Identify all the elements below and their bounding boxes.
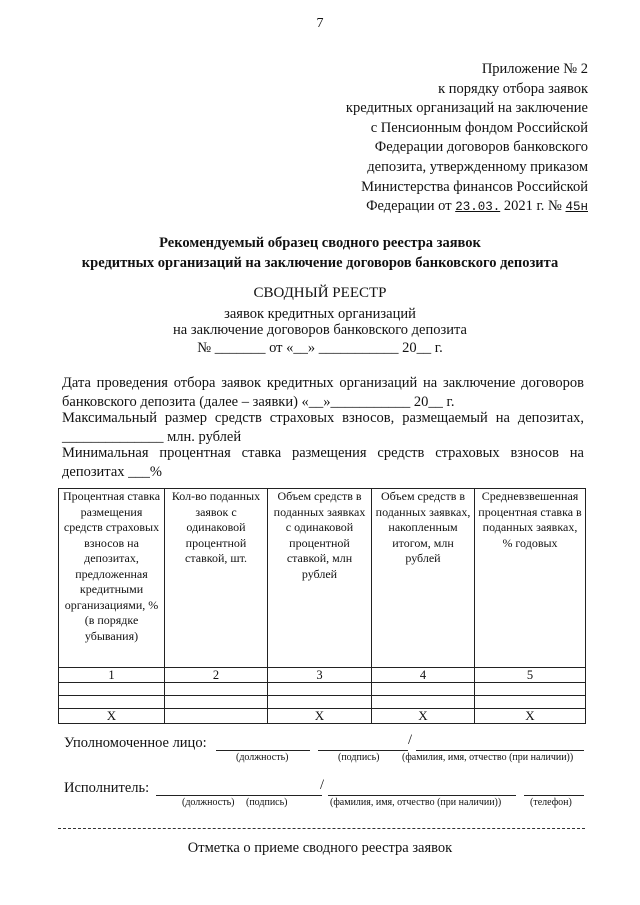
field-text: банковского депозита (далее – заявки) «__»___________ 20__ г. <box>62 394 455 410</box>
annex-line: депозита, утвержденному приказом <box>367 158 588 175</box>
table-row <box>59 668 586 683</box>
column-header: Средневзвешенная процентная ставка в поданных заявках, % годовых <box>475 489 586 668</box>
authorized-person-label: Уполномоченное лицо: <box>64 735 207 751</box>
field-text: Минимальная процентная ставка размещения средств страховых взносов на <box>62 445 584 461</box>
column-header: Объем средств в поданных заявках с одинаковой процентной ставкой, млн рублей <box>268 489 372 668</box>
table-cell: X <box>372 709 475 724</box>
table-header-row <box>59 489 586 668</box>
column-number: 1 <box>59 668 165 683</box>
caption-position: (должность) <box>236 752 289 763</box>
column-header: Кол-во поданных заявок с одинаковой процентной ставкой, шт. <box>165 489 268 668</box>
caption-full-name: (фамилия, имя, отчество (при наличии)) <box>330 797 502 808</box>
table-cell <box>372 683 475 696</box>
caption-signature: (подпись) <box>338 752 380 763</box>
table-cell <box>59 696 165 709</box>
caption-signature: (подпись) <box>246 797 288 808</box>
table-row <box>59 709 586 724</box>
register-subtitle: на заключение договоров банковского депозита <box>173 322 467 338</box>
column-number: 5 <box>475 668 586 683</box>
table-cell <box>475 696 586 709</box>
register-subtitle: заявок кредитных организаций <box>224 306 416 322</box>
table-row <box>59 696 586 709</box>
max-amount-field <box>62 409 584 447</box>
annex-line: с Пенсионным фондом Российской <box>370 119 588 136</box>
order-date: 23.03. <box>455 200 501 215</box>
column-header: Процентная ставка размещения средств страховых взносов на депозитах, предложенная кредитными организациями, % (в порядке убывания) <box>59 489 165 668</box>
dashed-divider <box>58 828 585 829</box>
table-cell <box>268 683 372 696</box>
order-number: 45н <box>565 200 588 215</box>
table-cell <box>165 696 268 709</box>
annex-line: Министерства финансов Российской <box>361 178 588 195</box>
table-row <box>59 683 586 696</box>
position-line <box>216 750 310 751</box>
column-number: 2 <box>165 668 268 683</box>
table-cell <box>59 683 165 696</box>
caption-position: (должность) <box>182 797 235 808</box>
annex-line: кредитных организаций на заключение <box>345 100 588 117</box>
table-cell <box>165 683 268 696</box>
receipt-note: Отметка о приеме сводного реестра заявок <box>187 840 453 856</box>
order-year: 2021 г. № <box>503 198 562 215</box>
slash-separator: / <box>408 732 413 748</box>
selection-date-field <box>62 374 584 412</box>
register-title: СВОДНЫЙ РЕЕСТР <box>253 285 387 301</box>
caption-full-name: (фамилия, имя, отчество (при наличии)) <box>402 752 574 763</box>
table-cell <box>372 696 475 709</box>
column-number: 4 <box>372 668 475 683</box>
annex-order-prefix: Федерации от <box>366 198 452 215</box>
full-name-line <box>416 750 584 751</box>
executor-label: Исполнитель: <box>64 780 150 796</box>
table-cell: X <box>475 709 586 724</box>
table-cell: X <box>268 709 372 724</box>
register-table <box>58 488 586 724</box>
field-text: ______________ млн. рублей <box>62 429 242 445</box>
annex-line: к порядку отбора заявок <box>438 80 588 97</box>
signature-line <box>318 750 408 751</box>
min-rate-field <box>62 444 584 482</box>
annex-line: Приложение № 2 <box>481 61 588 77</box>
heading-line: Рекомендуемый образец сводного реестра заявок <box>159 235 481 251</box>
page-number: 7 <box>316 16 324 31</box>
table-cell <box>268 696 372 709</box>
field-text: Максимальный размер средств страховых взносов, размещаемый на депозитах, <box>62 410 584 426</box>
slash-separator: / <box>320 777 325 793</box>
document-heading <box>0 233 640 273</box>
register-number-line: № _______ от «__» ___________ 20__ г. <box>197 340 443 356</box>
table-cell <box>475 683 586 696</box>
column-number: 3 <box>268 668 372 683</box>
caption-phone: (телефон) <box>530 797 572 808</box>
annex-line-order <box>346 197 588 218</box>
annex-line: Федерации договоров банковского <box>374 139 588 156</box>
column-header: Объем средств в поданных заявках, накопленным итогом, млн рублей <box>372 489 475 668</box>
phone-line <box>524 795 584 796</box>
table-cell <box>165 709 268 724</box>
heading-line: кредитных организаций на заключение договоров банковского депозита <box>81 255 559 271</box>
annex-block <box>346 60 588 218</box>
field-text: Дата проведения отбора заявок кредитных организаций на заключение договоров <box>62 375 584 391</box>
position-signature-line <box>156 795 322 796</box>
field-text: депозитах ___% <box>62 464 162 480</box>
full-name-line <box>328 795 516 796</box>
table-cell: X <box>59 709 165 724</box>
